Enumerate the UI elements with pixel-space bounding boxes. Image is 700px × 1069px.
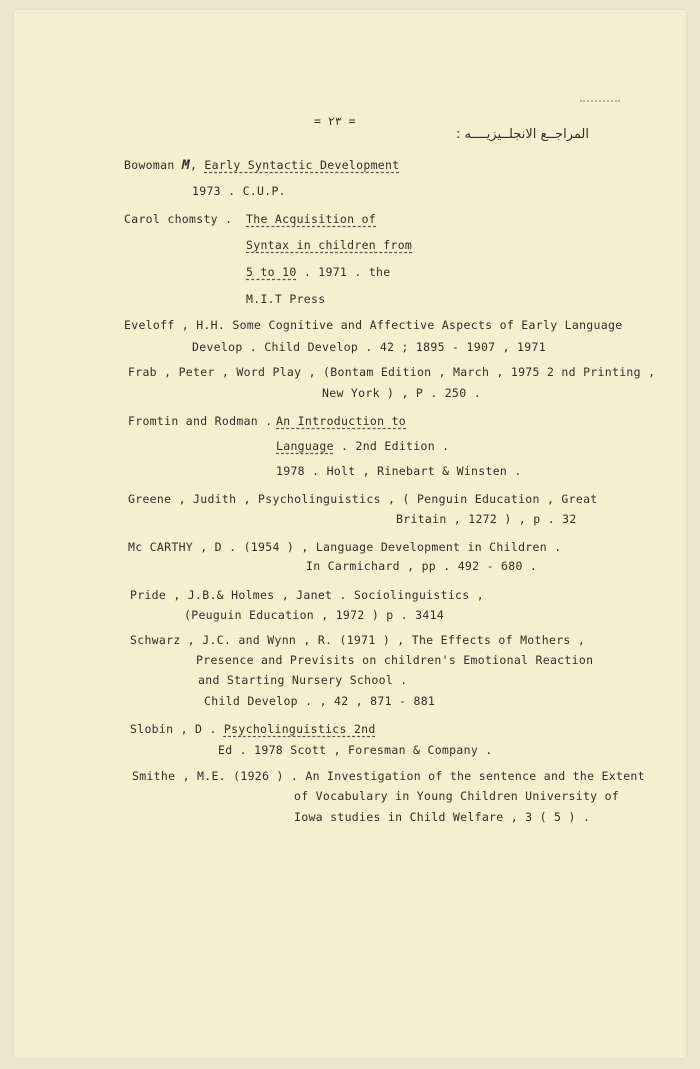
reference-smithe-line2: of Vocabulary in Young Children University of [294, 789, 620, 803]
reference-slobin-line1: Slobin , D . Psycholinguistics 2nd [130, 722, 376, 736]
reference-pride-line1: Pride , J.B.& Holmes , Janet . Sociolinguistics , [130, 588, 484, 602]
reference-carol-publisher: M.I.T Press [246, 292, 326, 306]
reference-eveloff-line2: Develop . Child Develop . 42 ; 1895 - 1907 , 1971 [192, 340, 546, 354]
ink-smudge [580, 100, 620, 108]
reference-schwarz-line1: Schwarz , J.C. and Wynn , R. (1971 ) , The Effects of Mothers , [130, 633, 586, 647]
reference-carol-title-line3: 5 to 10 . 1971 . the [246, 265, 391, 279]
reference-frab-line2: New York ) , P . 250 . [322, 386, 481, 400]
reference-mccarthy-line2: In Carmichard , pp . 492 - 680 . [306, 559, 538, 573]
reference-slobin-line2: Ed . 1978 Scott , Foresman & Company . [218, 743, 493, 757]
reference-bowoman-publication: 1973 . C.U.P. [192, 184, 286, 198]
reference-bowoman-title: Early Syntactic Development [204, 158, 400, 172]
handwritten-mark: M [181, 158, 190, 173]
reference-carol-title-line2: Syntax in children from [246, 238, 413, 252]
references-heading: المراجــع الانجلــيزيــــه : [456, 127, 589, 142]
reference-carol-author: Carol chomsty . [124, 212, 233, 226]
reference-bowoman-author: Bowoman M, Early Syntactic Development [124, 158, 400, 173]
reference-greene-line2: Britain , 1272 ) , p . 32 [396, 512, 577, 526]
reference-fromtin-title-line2: Language . 2nd Edition . [276, 439, 450, 453]
reference-greene-line1: Greene , Judith , Psycholinguistics , ( Penguin Education , Great [128, 492, 598, 506]
reference-eveloff-line1: Eveloff , H.H. Some Cognitive and Affective Aspects of Early Language [124, 318, 623, 332]
reference-smithe-line3: Iowa studies in Child Welfare , 3 ( 5 ) . [294, 810, 591, 824]
reference-schwarz-line2: Presence and Previsits on children's Emotional Reaction [196, 653, 594, 667]
reference-schwarz-line4: Child Develop . , 42 , 871 - 881 [204, 694, 436, 708]
reference-carol-title-line1: The Acquisition of [246, 212, 377, 226]
reference-fromtin-author: Fromtin and Rodman . [128, 414, 273, 428]
page-number: = ٢٣ = [314, 114, 356, 128]
reference-mccarthy-line1: Mc CARTHY , D . (1954 ) , Language Development in Children . [128, 540, 562, 554]
reference-smithe-line1: Smithe , M.E. (1926 ) . An Investigation of the sentence and the Extent [132, 769, 645, 783]
reference-pride-line2: (Peuguin Education , 1972 ) p . 3414 [184, 608, 445, 622]
reference-fromtin-title-line1: An Introduction to [276, 414, 407, 428]
reference-fromtin-publisher: 1978 . Holt , Rinebart & Winsten . [276, 464, 522, 478]
reference-frab-line1: Frab , Peter , Word Play , (Bontam Edition , March , 1975 2 nd Printing , [128, 365, 656, 379]
reference-schwarz-line3: and Starting Nursery School . [198, 673, 408, 687]
